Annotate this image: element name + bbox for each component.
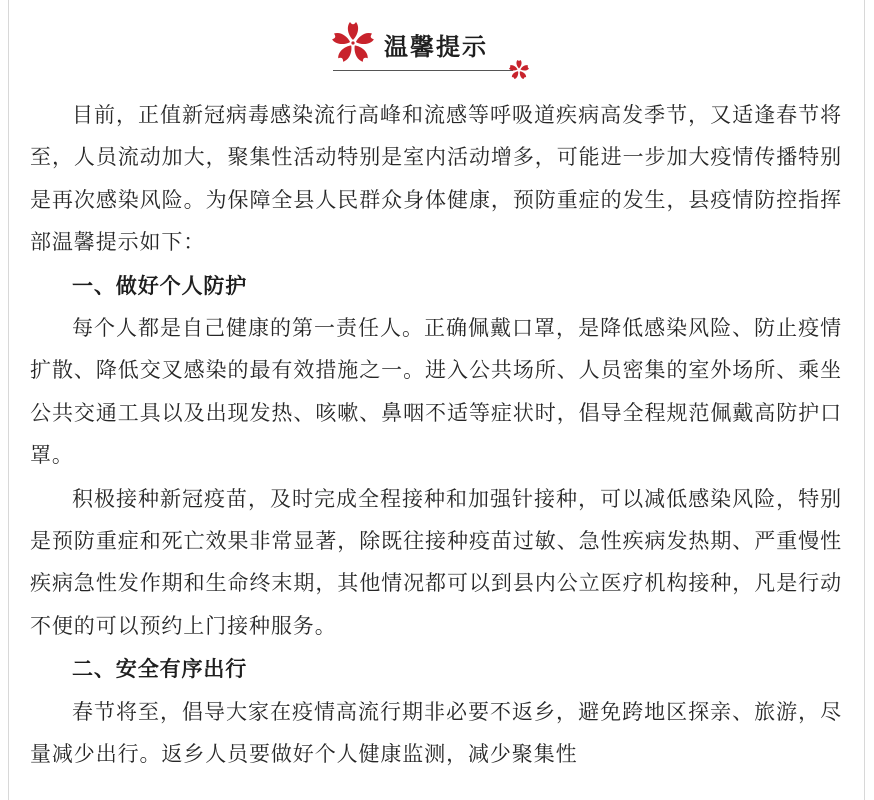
section-heading-safe-travel: 二、安全有序出行 [72, 657, 248, 682]
notice-header [0, 18, 874, 82]
intro-paragraph: 目前，正值新冠病毒感染流行高峰和流感等呼吸道疾病高发季节，又适逢春节将至，人员流动加大，聚集性活动特别是室内活动增多，可能进一步加大疫情传播特别是再次感染风险。为保障全县人民群众身体健康，预防重症的发生，县疫情防控指挥部温馨提示如下： [30, 103, 842, 255]
travel-paragraph: 春节将至，倡导大家在疫情高流行期非必要不返乡，避免跨地区探亲、旅游，尽量减少出行。返乡人员要做好个人健康监测，减少聚集性 [30, 699, 842, 767]
page-border-right [864, 0, 865, 800]
title-underline [333, 70, 513, 71]
notice-body [30, 94, 842, 777]
section-heading-personal-protection: 一、做好个人防护 [72, 273, 248, 298]
vaccine-paragraph: 积极接种新冠疫苗，及时完成全程接种和加强针接种，可以减低感染风险，特别是预防重症和死亡效果非常显著，除既往接种疫苗过敏、急性疾病发热期、严重慢性疾病急性发作期和生命终末期，其他情况都可以到县内公立医疗机构接种，凡是行动不便的可以预约上门接种服务。 [30, 486, 842, 638]
notice-title: 温馨提示 [384, 33, 488, 61]
plum-blossom-icon [508, 59, 530, 81]
page-border-left [8, 0, 9, 800]
plum-blossom-icon [330, 20, 376, 66]
mask-paragraph: 每个人都是自己健康的第一责任人。正确佩戴口罩，是降低感染风险、防止疫情扩散、降低交叉感染的最有效措施之一。进入公共场所、人员密集的室外场所、乘坐公共交通工具以及出现发热、咳嗽、鼻咽不适等症状时，倡导全程规范佩戴高防护口罩。 [30, 316, 842, 468]
